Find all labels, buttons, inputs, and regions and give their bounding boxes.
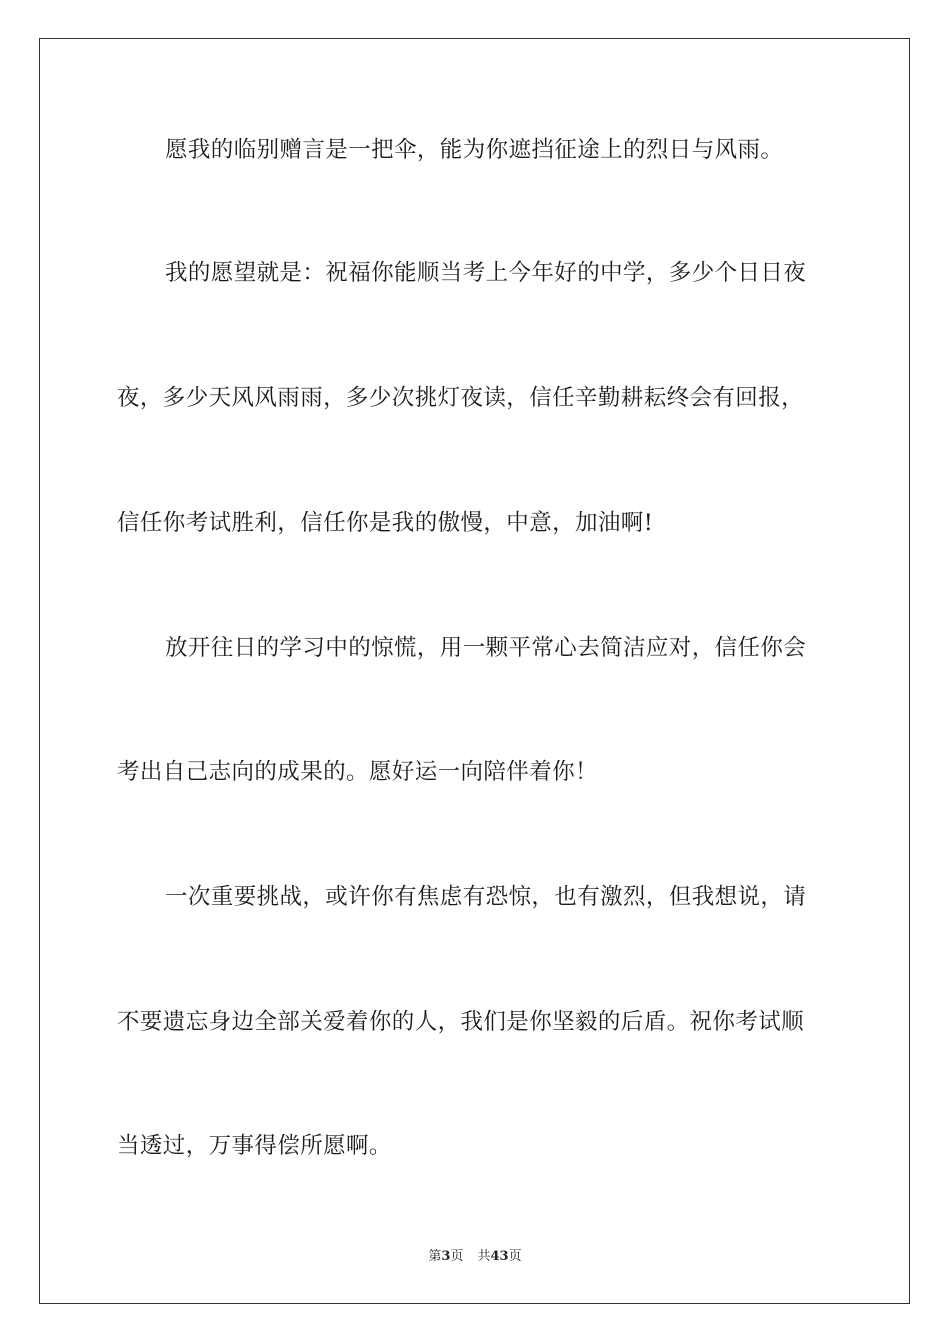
paragraph-3-line-1: 放开往日的学习中的惊慌，用一颗平常心去简洁应对，信任你会 (165, 635, 807, 661)
page-border (39, 38, 910, 1304)
total-suffix: 页 (508, 1249, 522, 1264)
total-pages: 43 (490, 1249, 509, 1264)
paragraph-4-line-1: 一次重要挑战，或许你有焦虑有恐惊，也有激烈，但我想说，请 (165, 884, 807, 910)
paragraph-4-line-2: 不要遗忘身边全部关爱着你的人，我们是你坚毅的后盾。祝你考试顺 (117, 1009, 805, 1035)
paragraph-1-line-1: 愿我的临别赠言是一把伞，能为你遮挡征途上的烈日与风雨。 (165, 137, 784, 163)
paragraph-3-line-2: 考出自己志向的成果的。愿好运一向陪伴着你！ (117, 759, 598, 785)
paragraph-2-line-2: 夜，多少天风风雨雨，多少次挑灯夜读，信任辛勤耕耘终会有回报， (117, 385, 805, 411)
page-footer (0, 1248, 950, 1266)
page-prefix: 第 (428, 1249, 442, 1264)
paragraph-4-line-3: 当透过，万事得偿所愿啊。 (117, 1133, 392, 1159)
page-number: 3 (441, 1249, 451, 1264)
page-suffix: 页 (450, 1249, 464, 1264)
paragraph-2-line-1: 我的愿望就是：祝福你能顺当考上今年好的中学，多少个日日夜 (165, 260, 807, 286)
total-prefix: 共 (477, 1249, 491, 1264)
paragraph-2-line-3: 信任你考试胜利，信任你是我的傲慢，中意，加油啊! (117, 510, 654, 536)
